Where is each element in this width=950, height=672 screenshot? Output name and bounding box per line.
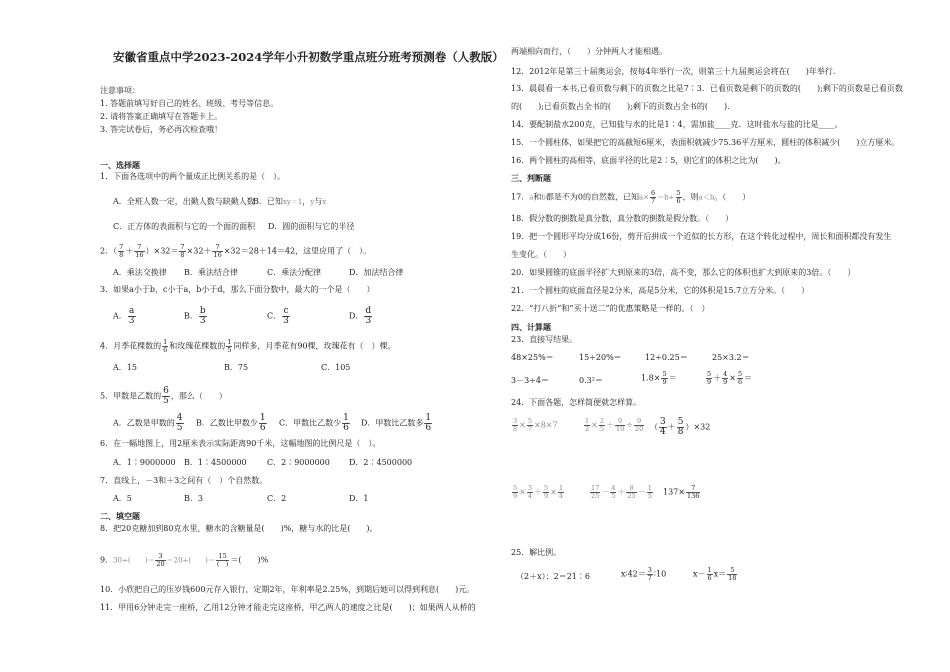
notice-heading: 注意事项： [100,86,140,95]
option-3c: C． $\frac{c}{3}$ [267,306,289,326]
page-title: 安徽省重点中学2023-2024学年小升初数学重点班分班考预测卷（人教版） [113,50,504,64]
option-6d: D．2∶4500000 [349,458,413,467]
question-11: 11．甲用6分钟走完一座桥，乙用12分钟才能走完这座桥，甲乙两人的速度之比是( )；如果两人从桥的 [100,603,476,612]
option-7d: D．1 [349,494,369,503]
option-7a: A．5 [113,494,132,503]
simplify-item: $\frac{17}{25}$ － $\frac{4}{5}$ ＋ $\frac{8}{25}$ － $\frac{1}{5}$ [591,484,652,500]
calc-item: 12÷0.25＝ [645,353,688,362]
option-2b: B．乘法结合律 [184,268,238,277]
question-25: 25．解比例。 [511,548,562,557]
simplify-item: $\frac{5}{9}$ × $\frac{3}{4}$ ＋ $\frac{5}{9}$ × $\frac{1}{4}$ [513,484,563,500]
option-6a: A．1∶9000000 [113,458,176,467]
question-23: 23．直接写结果。 [511,335,578,344]
question-2: 2．（ $\frac{7}{8}$ ＋ $\frac{7}{16}$ ）×32＝ $\frac{7}{8}$ ×32＋ $\frac{7}{16}$ ×32＝28＋14＝42，这里应用了（ ）。 [100,243,372,259]
question-3: 3．如果a小于b，c小于a，b小于d，那么下面分数中，最大的一个是（ ） [100,285,375,294]
notice-item: 2. 请将答案正确填写在答题卡上。 [100,112,223,121]
option-6b: B．1∶4500000 [184,458,247,467]
option-4b: B．75 [224,363,249,372]
option-7c: C．2 [267,494,287,503]
question-1: 1．下面各选项中的两个量成正比例关系的是（ ）。 [100,172,286,181]
question-21: 21．一个圆柱的底面直径是2分米，高是5分米，它的体积是15.7立方分米。（ ） [511,286,810,295]
question-11-cont: 两端相向而行，（ ）分钟两人才能相遇。 [511,47,667,56]
proportion-item: x－ $\frac{1}{6}$ x＝ $\frac{5}{18}$ [693,566,737,582]
calc-item: 15÷20%＝ [579,353,622,362]
question-22: 22．“打八折”和“买十送二”的优惠策略是一样的。（ ） [511,304,710,313]
option-3a: A． $\frac{a}{3}$ [113,306,135,326]
question-17: 17．a和b都是不为0的自然数，已知a× $\frac{6}{7}$ ＝b÷ $\frac{5}{6}$ ，则a＜b。（ ） [511,189,751,205]
proportion-item: x∶42＝ $\frac{3}{7}$ ∶10 [621,566,667,582]
question-4: 4．月季花棵数的 $\frac{1}{6}$ 和玫瑰花棵数的 $\frac{1}{5}$ 同样多，月季花有90棵，玫瑰花有（ ）棵。 [100,338,396,354]
proportion-item: （2＋x）：2＝21∶6 [516,572,590,581]
option-2d: D．加法结合律 [349,268,404,277]
question-15: 15．一个圆柱体，如果把它的高截短6厘米，表面积就减少75.36平方厘米，圆柱的体积减少( )立方厘米。 [511,138,900,147]
option-4a: A．15 [113,363,137,372]
question-14: 14．要配制盐水200克，已知盐与水的比是1∶4，需加盐____克．这时盐水与盐的比是____。 [511,120,843,129]
question-8: 8．把20克糖加到80克水里，糖水的含糖量是( )%，糖与水的比是( )。 [100,524,378,533]
notice-item: 1. 答题前填写好自己的姓名、班级、考号等信息。 [100,99,279,108]
option-1b: B．已知xy＝1，y与x [253,197,327,206]
option-5d: D．甲数比乙数多 $\frac{1}{6}$ [361,413,432,433]
question-19-cont: 生变化。（ ） [511,250,571,259]
question-7: 7．直线上，－3和＋3之间有（ ）个自然数。 [100,476,268,485]
question-18: 18．假分数的倒数是真分数，真分数的倒数是假分数。（ ） [511,214,734,223]
option-1c: C．正方体的表面积与它的一个面的面积 [113,222,256,231]
calc-item: 3－3÷4＝ [511,376,549,385]
calc-item: $\frac{5}{9}$ ＋ $\frac{4}{9}$ × $\frac{5}{6}$ ＝ [707,370,753,386]
question-16: 16．两个圆柱的高相等，底面半径的比是2∶5，则它们的体积之比为( )。 [511,156,786,165]
option-1a: A．全班人数一定，出勤人数与缺勤人数 [113,197,255,206]
section-heading-fill: 二、填空题 [100,511,140,521]
question-24: 24．下面各题，怎样简便就怎样算。 [511,398,642,407]
section-heading-choice: 一、选择题 [100,160,140,170]
option-2c: C．乘法分配律 [267,268,322,277]
option-2a: A．乘法交换律 [113,268,167,277]
option-5c: C．甲数比乙数少 $\frac{1}{6}$ [279,413,349,433]
option-4c: C．105 [321,363,351,372]
question-9: 9．30÷( )＝ $\frac{3}{20}$ ＝20÷( )＝ 15 ( ) ＝( )% [100,552,269,568]
question-12: 12．2012年是第三十届奥运会，按每4年举行一次，则第三十九届奥运会将在( )年举行. [511,67,836,76]
calc-item: 48×25%＝ [511,353,554,362]
question-19: 19．把一个圆形平均分成16份，剪开后拼成一个近似的长方形，在这个转化过程中，周长和面积都没有发生 [511,232,892,241]
option-5a: A．乙数是甲数的 $\frac{4}{5}$ [113,413,183,433]
option-5b: B．乙数比甲数少 $\frac{1}{6}$ [196,413,266,433]
question-5: 5．甲数是乙数的 $\frac{6}{5}$ ，那么（ ） [100,386,227,406]
question-13-cont: 的( );已看页数占全书的( );剩下的页数占全书的( ). [511,102,730,111]
section-heading-judge: 三、判断题 [511,173,551,183]
option-6c: C．2∶9000000 [267,458,330,467]
question-10: 10．小欣把自己的压岁钱600元存入银行，定期2年，年利率是2.25%，到期后她可以得到利息( )元。 [100,585,475,594]
section-heading-calc: 四、计算题 [511,322,551,332]
question-20: 20．如果圆锥的底面半径扩大到原来的3倍，高不变，那么它的体积也扩大到原来的3倍。（ ） [511,268,856,277]
calc-item: 25×3.2＝ [712,353,750,362]
simplify-item: （ $\frac{3}{4}$ ＋ $\frac{5}{8}$ ）×32 [650,417,711,437]
option-3d: D． $\frac{d}{3}$ [349,306,372,326]
option-7b: B．3 [184,494,203,503]
simplify-item: $\frac{3}{8}$ × $\frac{5}{7}$ ×8×7 [513,417,558,433]
calc-item: 1.8× $\frac{5}{9}$ ＝ [641,370,677,386]
option-3b: B． $\frac{b}{3}$ [184,306,206,326]
question-6: 6．在一幅地图上，用2厘米表示实际距离90千米，这幅地图的比例尺是（ ）。 [100,439,381,448]
notice-item: 3. 答完试卷后，务必再次检查哦！ [100,125,223,134]
question-13: 13．晨晨看一本书,已看页数与剩下的页数之比是7∶3．已看页数是剩下的页数的( );剩下的页数是已看页数 [511,84,903,93]
option-1d: D．圆的面积与它的半径 [268,222,355,231]
simplify-item: 137× $\frac{7}{136}$ [663,484,700,500]
simplify-item: $\frac{1}{2}$ × $\frac{2}{5}$ ＋ $\frac{9}{10}$ ÷ $\frac{9}{20}$ [585,417,644,433]
calc-item: 0.3²＝ [579,376,603,385]
